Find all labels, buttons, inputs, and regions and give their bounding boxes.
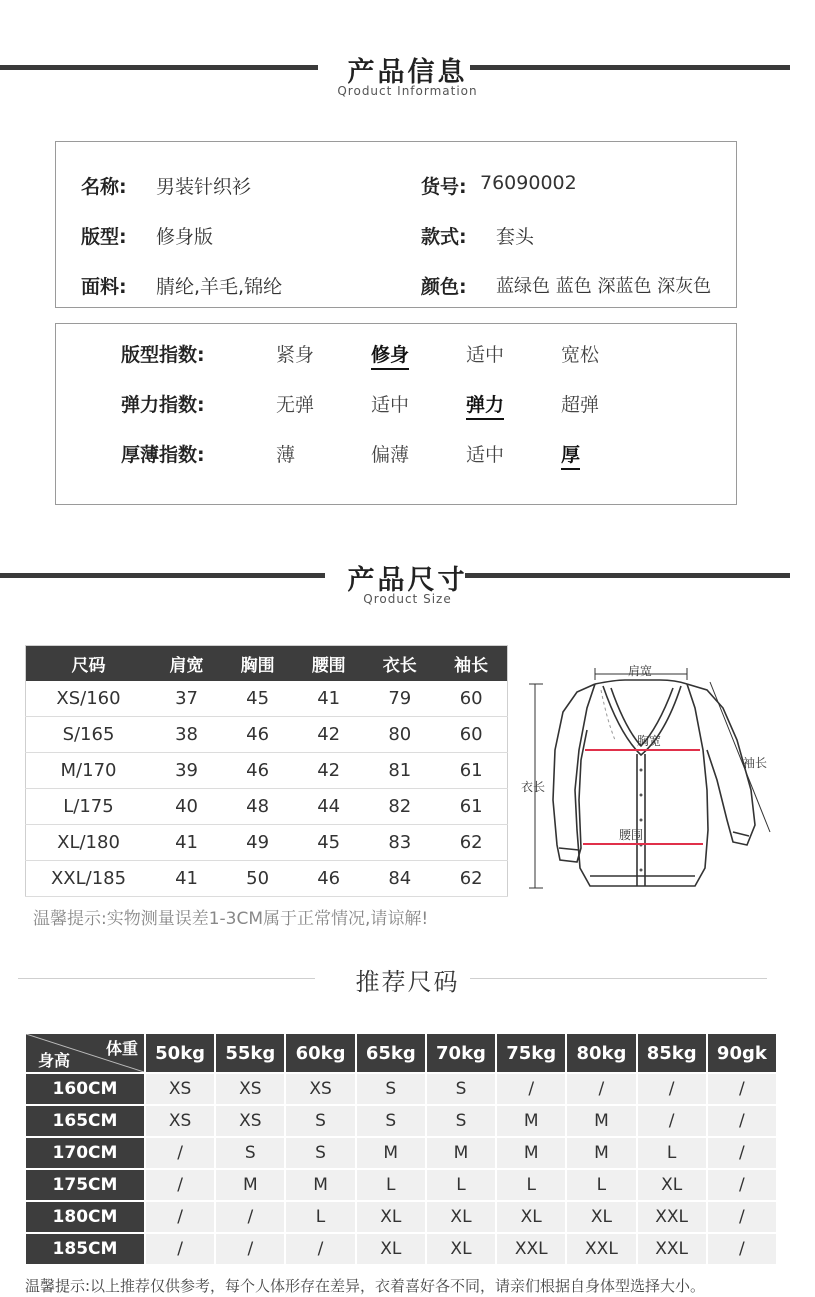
table-row (26, 717, 508, 753)
size-header-cell: 胸围 (222, 646, 293, 682)
weight-header: 55kg (215, 1033, 285, 1073)
weight-header: 80kg (566, 1033, 636, 1073)
table-cell: 45 (293, 825, 364, 861)
height-header: 175CM (25, 1169, 145, 1201)
table-cell: L (285, 1201, 355, 1233)
weight-header: 60kg (285, 1033, 355, 1073)
diagram-label-waist: 腰围 (619, 828, 644, 842)
table-cell: XL (496, 1201, 566, 1233)
weight-header: 70kg (426, 1033, 496, 1073)
item-number-value: 76090002 (480, 172, 577, 194)
fit-index-option-selected: 修身 (371, 340, 409, 370)
elasticity-index-option: 无弹 (276, 394, 315, 416)
table-cell: 83 (364, 825, 435, 861)
table-cell: 61 (435, 753, 507, 789)
table-cell: XS (285, 1073, 355, 1105)
table-cell: XXL/185 (26, 861, 152, 897)
table-cell: 60 (435, 717, 507, 753)
table-cell: S (356, 1073, 426, 1105)
height-header: 180CM (25, 1201, 145, 1233)
table-cell: 79 (364, 681, 435, 717)
table-cell: XXL (566, 1233, 636, 1265)
recommend-table (24, 1032, 778, 1266)
table-cell: / (707, 1201, 777, 1233)
diagram-label-length: 衣长 (521, 780, 546, 794)
diagram-label-chest: 胸宽 (637, 734, 662, 748)
product-info-box (55, 141, 737, 308)
table-cell: XL (426, 1201, 496, 1233)
diagram-label-sleeve: 袖长 (743, 756, 768, 770)
fit-index-option: 宽松 (561, 344, 600, 366)
fit-value: 修身版 (156, 226, 214, 248)
thickness-index-option: 薄 (276, 444, 296, 466)
table-cell: 50 (222, 861, 293, 897)
table-row (26, 825, 508, 861)
table-cell: XL/180 (26, 825, 152, 861)
elasticity-index-option: 超弹 (561, 394, 600, 416)
table-cell: M (356, 1137, 426, 1169)
table-cell: 44 (293, 789, 364, 825)
size-header-cell: 肩宽 (151, 646, 222, 682)
table-cell: 62 (435, 861, 507, 897)
table-row (26, 681, 508, 717)
table-cell: M (285, 1169, 355, 1201)
table-cell: 48 (222, 789, 293, 825)
thickness-index-option-selected: 厚 (561, 440, 580, 470)
size-header-cell: 尺码 (26, 646, 152, 682)
weight-header: 75kg (496, 1033, 566, 1073)
table-cell: / (637, 1073, 707, 1105)
table-cell: 46 (222, 717, 293, 753)
table-row (25, 1137, 777, 1169)
table-cell: 42 (293, 717, 364, 753)
style-label: 款式: (421, 226, 467, 248)
table-cell: 42 (293, 753, 364, 789)
table-cell: / (707, 1137, 777, 1169)
table-cell: M (566, 1105, 636, 1137)
recommend-header (0, 958, 815, 998)
fabric-label: 面料: (81, 276, 127, 298)
corner-weight-label: 体重 (105, 1039, 138, 1058)
table-cell: L (566, 1169, 636, 1201)
table-row (26, 861, 508, 897)
table-cell: 41 (151, 861, 222, 897)
table-cell: / (145, 1201, 215, 1233)
table-cell: XXL (637, 1201, 707, 1233)
table-cell: 62 (435, 825, 507, 861)
size-table-header (26, 646, 508, 682)
table-cell: / (215, 1201, 285, 1233)
table-cell: XS (215, 1073, 285, 1105)
table-row (25, 1073, 777, 1105)
table-cell: XL (426, 1233, 496, 1265)
corner-cell (25, 1033, 145, 1073)
table-cell: L (426, 1169, 496, 1201)
product-info-subtitle: Qroduct Information (337, 84, 478, 98)
fit-index-label: 版型指数: (121, 344, 205, 366)
table-cell: L (637, 1137, 707, 1169)
color-label: 颜色: (421, 276, 467, 298)
table-cell: S (426, 1073, 496, 1105)
recommend-header-row (25, 1033, 777, 1073)
table-cell: M (566, 1137, 636, 1169)
elasticity-index-option: 适中 (371, 394, 410, 416)
table-cell: 38 (151, 717, 222, 753)
size-table (25, 645, 508, 897)
table-cell: / (707, 1169, 777, 1201)
table-cell: M (496, 1137, 566, 1169)
product-info-title: 产品信息 (347, 57, 468, 88)
product-size-title: 产品尺寸 (347, 565, 468, 596)
garment-diagram (515, 650, 800, 900)
table-cell: / (145, 1169, 215, 1201)
table-cell: 45 (222, 681, 293, 717)
table-cell: 37 (151, 681, 222, 717)
table-cell: S (285, 1137, 355, 1169)
fabric-value: 腈纶,羊毛,锦纶 (156, 276, 283, 298)
table-cell: L (496, 1169, 566, 1201)
table-cell: 60 (435, 681, 507, 717)
thickness-index-label: 厚薄指数: (121, 444, 205, 466)
table-cell: S/165 (26, 717, 152, 753)
table-row (25, 1105, 777, 1137)
table-cell: S (356, 1105, 426, 1137)
table-cell: 80 (364, 717, 435, 753)
table-cell: M/170 (26, 753, 152, 789)
table-cell: / (637, 1105, 707, 1137)
elasticity-index-option-selected: 弹力 (466, 390, 504, 420)
table-cell: / (215, 1233, 285, 1265)
table-row (25, 1201, 777, 1233)
table-cell: S (426, 1105, 496, 1137)
table-row (26, 789, 508, 825)
fit-index-option: 适中 (466, 344, 505, 366)
sweater-outline-illustration (515, 650, 800, 900)
table-cell: / (707, 1233, 777, 1265)
name-value: 男装针织衫 (156, 176, 252, 198)
item-number-label: 货号: (421, 176, 467, 198)
table-cell: S (215, 1137, 285, 1169)
table-cell: 46 (293, 861, 364, 897)
height-header: 165CM (25, 1105, 145, 1137)
corner-height-label: 身高 (38, 1051, 71, 1070)
table-cell: / (707, 1073, 777, 1105)
fit-label: 版型: (81, 226, 127, 248)
index-box (55, 323, 737, 505)
table-cell: M (496, 1105, 566, 1137)
table-cell: L/175 (26, 789, 152, 825)
table-cell: / (285, 1233, 355, 1265)
size-header-cell: 腰围 (293, 646, 364, 682)
table-cell: / (566, 1073, 636, 1105)
product-size-subtitle: Qroduct Size (363, 592, 452, 606)
table-cell: XS (145, 1073, 215, 1105)
size-header-cell: 袖长 (435, 646, 507, 682)
height-header: 160CM (25, 1073, 145, 1105)
measurement-note: 温馨提示:实物测量误差1-3CM属于正常情况,请谅解! (33, 909, 429, 929)
table-cell: / (496, 1073, 566, 1105)
table-cell: M (215, 1169, 285, 1201)
table-cell: XS (215, 1105, 285, 1137)
thickness-index-option: 适中 (466, 444, 505, 466)
table-cell: XL (356, 1201, 426, 1233)
table-cell: XS (145, 1105, 215, 1137)
recommend-title: 推荐尺码 (355, 968, 460, 996)
table-cell: 84 (364, 861, 435, 897)
table-row (26, 753, 508, 789)
name-label: 名称: (81, 176, 127, 198)
table-cell: XL (566, 1201, 636, 1233)
table-cell: 39 (151, 753, 222, 789)
table-cell: 40 (151, 789, 222, 825)
table-row (25, 1233, 777, 1265)
table-cell: 61 (435, 789, 507, 825)
weight-header: 50kg (145, 1033, 215, 1073)
table-cell: 81 (364, 753, 435, 789)
height-header: 170CM (25, 1137, 145, 1169)
style-value: 套头 (496, 226, 535, 248)
table-cell: M (426, 1137, 496, 1169)
table-cell: 41 (151, 825, 222, 861)
table-cell: 46 (222, 753, 293, 789)
size-header-cell: 衣长 (364, 646, 435, 682)
weight-header: 85kg (637, 1033, 707, 1073)
diagram-label-shoulder: 肩宽 (628, 664, 653, 678)
table-cell: 49 (222, 825, 293, 861)
table-cell: 41 (293, 681, 364, 717)
height-header: 185CM (25, 1233, 145, 1265)
elasticity-index-label: 弹力指数: (121, 394, 205, 416)
thickness-index-option: 偏薄 (371, 444, 410, 466)
table-cell: S (285, 1105, 355, 1137)
weight-header: 65kg (356, 1033, 426, 1073)
weight-header: 90gk (707, 1033, 777, 1073)
table-cell: XL (637, 1169, 707, 1201)
table-row (25, 1169, 777, 1201)
table-cell: / (145, 1233, 215, 1265)
table-cell: / (707, 1105, 777, 1137)
color-value: 蓝绿色 蓝色 深蓝色 深灰色 (496, 276, 712, 297)
table-cell: XS/160 (26, 681, 152, 717)
table-cell: / (145, 1137, 215, 1169)
table-cell: XL (356, 1233, 426, 1265)
table-cell: XXL (637, 1233, 707, 1265)
table-cell: XXL (496, 1233, 566, 1265)
table-cell: L (356, 1169, 426, 1201)
table-cell: 82 (364, 789, 435, 825)
recommend-note: 温馨提示:以上推荐仅供参考，每个人体形存在差异，衣着喜好各不同，请亲们根据自身体型选择大小。 (25, 1277, 706, 1295)
fit-index-option: 紧身 (276, 344, 315, 366)
